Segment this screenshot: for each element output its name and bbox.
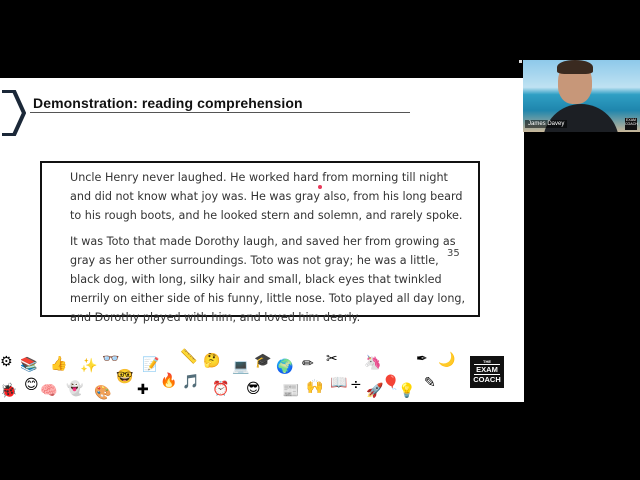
emoji-books: 📚 [20,357,38,373]
emoji-ruler: 📏 [180,349,198,365]
emoji-hands: 🙌 [306,379,324,395]
logo-coach: COACH [473,375,501,384]
video-logo-badge: EXAM COACH [625,118,637,130]
emoji-clock: ⏰ [212,381,230,397]
chevron-icon [0,90,26,136]
emoji-decoration-strip [0,348,524,402]
emoji-music: 🎵 [182,374,200,390]
participant-video-tile[interactable] [523,60,640,132]
logo-exam: EXAM [474,364,500,375]
emoji-moon: 🌙 [438,352,456,368]
emoji-bulb: 💡 [398,383,416,399]
passage-paragraph-1: Uncle Henry never laughed. He worked hard from morning till night and did not know what joy was. He was gray also, from his long beard to his rough boots, and he looked stern and solemn, and rarely spoke. [70,171,463,222]
emoji-smile: 😊 [24,377,39,393]
emoji-book: 📖 [330,375,348,391]
emoji-scissors: ✂ [326,351,338,367]
emoji-brain: 🧠 [40,383,58,399]
presentation-slide [0,78,524,402]
emoji-grad-cap: 🎓 [254,353,272,369]
emoji-sparkle: ✨ [80,358,98,374]
emoji-bug: 🐞 [0,383,18,399]
passage-paragraph-2: It was Toto that made Dorothy laugh, and saved her from growing as gray as her other surroundings. Toto was not gray; he was a little, black dog, with long, silky hair and small, black eyes that twinkled merrily on either side of his funny, little nose. Toto played all day long, and Dorothy played with him, and loved him dearly. [70,235,466,324]
emoji-cool: 😎 [246,381,261,397]
participant-hair [557,60,593,74]
emoji-rocket: 🚀 [366,383,384,399]
emoji-nerd: 🤓 [116,369,134,385]
emoji-pencil: ✏ [302,356,314,372]
logo-the: THE [483,359,491,364]
emoji-globe: 🌍 [276,359,294,375]
emoji-write: ✎ [424,375,436,391]
emoji-thinking: 🤔 [203,353,221,369]
window-marker [519,60,522,63]
emoji-gear: ⚙ [0,354,13,370]
exam-coach-logo [470,356,504,388]
emoji-unicorn: 🦄 [364,355,382,371]
emoji-memo: 📝 [142,357,160,373]
emoji-divide: ÷ [350,377,362,393]
line-number: 35 [447,248,460,259]
emoji-laptop: 💻 [232,359,250,375]
emoji-plus: ✚ [137,382,149,398]
emoji-balloon: 🎈 [382,375,400,391]
slide-title: Demonstration: reading comprehension [33,95,303,111]
emoji-news: 📰 [282,383,300,399]
emoji-ghost: 👻 [66,381,84,397]
emoji-pen: ✒ [416,351,428,367]
participant-name: James Davey [525,120,567,128]
emoji-fire: 🔥 [160,373,178,389]
emoji-thumbs: 👍 [50,356,68,372]
title-underline [30,112,410,113]
pointer-dot [318,185,322,189]
passage-box [40,161,480,324]
emoji-palette: 🎨 [94,385,112,401]
emoji-glasses: 👓 [102,351,120,367]
